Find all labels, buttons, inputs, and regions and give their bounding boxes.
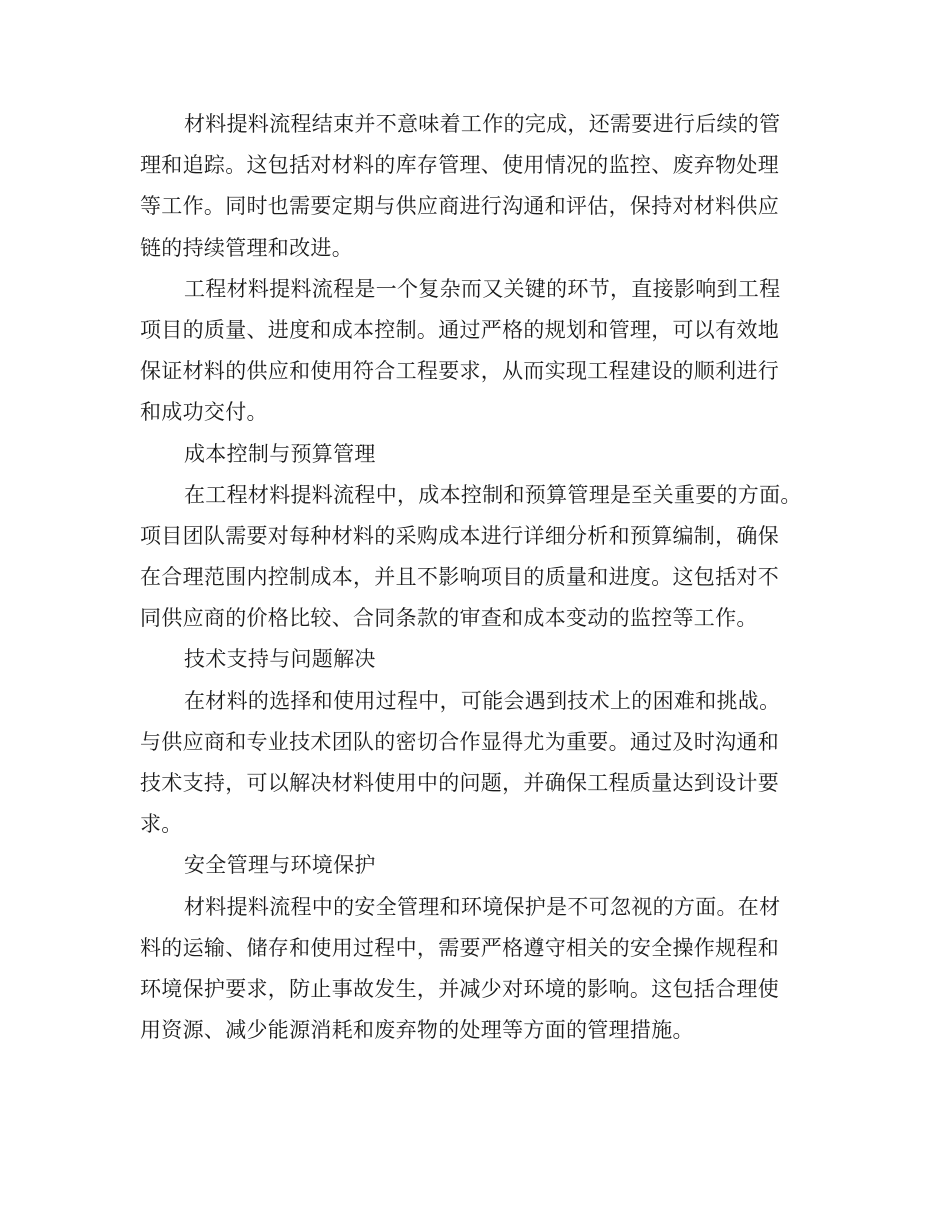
text-line: 等工作。同时也需要定期与供应商进行沟通和评估，保持对材料供应: [140, 194, 779, 219]
section-heading: 技术支持与问题解决: [184, 647, 376, 672]
text-line: 保证材料的供应和使用符合工程要求，从而实现工程建设的顺利进行: [140, 359, 779, 384]
text-line: 同供应商的价格比较、合同条款的审查和成本变动的监控等工作。: [140, 606, 758, 631]
text-line: 项目的质量、进度和成本控制。通过严格的规划和管理，可以有效地: [140, 317, 779, 342]
section-heading: 安全管理与环境保护: [184, 853, 376, 878]
text-line: 与供应商和专业技术团队的密切合作显得尤为重要。通过及时沟通和: [140, 729, 779, 754]
text-line: 在材料的选择和使用过程中，可能会遇到技术上的困难和挑战。: [184, 688, 781, 713]
text-line: 求。: [140, 812, 183, 837]
text-line: 技术支持，可以解决材料使用中的问题，并确保工程质量达到设计要: [140, 771, 779, 795]
text-line: 料的运输、储存和使用过程中，需要严格遵守相关的安全操作规程和: [140, 935, 779, 960]
text-line: 在工程材料提料流程中，成本控制和预算管理是至关重要的方面。: [184, 482, 802, 507]
text-line: 链的持续管理和改进。: [140, 235, 353, 260]
section-heading: 成本控制与预算管理: [184, 441, 376, 466]
text-line: 在合理范围内控制成本，并且不影响项目的质量和进度。这包括对不: [140, 565, 779, 590]
text-line: 工程材料提料流程是一个复杂而又关键的环节，直接影响到工程: [184, 276, 781, 301]
text-line: 和成功交付。: [140, 400, 268, 425]
text-line: 理和追踪。这包括对材料的库存管理、使用情况的监控、废弃物处理: [140, 153, 779, 178]
text-line: 项目团队需要对每种材料的采购成本进行详细分析和预算编制，确保: [140, 523, 779, 548]
text-line: 用资源、减少能源消耗和废弃物的处理等方面的管理措施。: [140, 1018, 694, 1043]
text-line: 材料提料流程结束并不意味着工作的完成，还需要进行后续的管: [184, 112, 781, 136]
text-line: 材料提料流程中的安全管理和环境保护是不可忽视的方面。在材: [184, 894, 781, 919]
text-line: 环境保护要求，防止事故发生，并减少对环境的影响。这包括合理使: [140, 976, 779, 1001]
